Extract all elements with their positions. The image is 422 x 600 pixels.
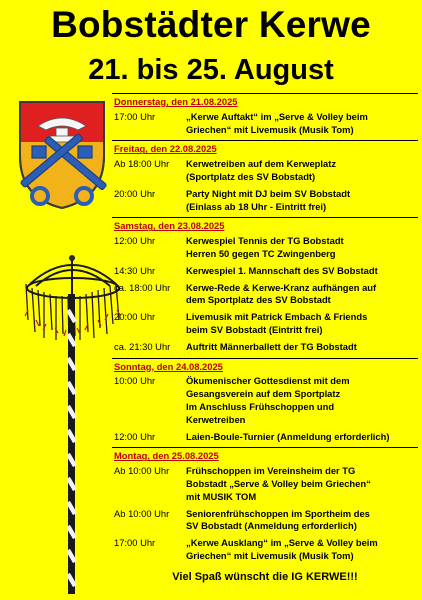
event-row [112, 188, 418, 214]
event-description-line: Im Anschluss Frühschoppen und [186, 400, 335, 412]
spacer [112, 563, 418, 567]
event-description [186, 235, 418, 261]
event-row [112, 465, 418, 503]
event-time: 20:00 Uhr [114, 311, 156, 323]
event-row [112, 158, 418, 184]
event-description [186, 537, 418, 563]
event-description-line: Kerwespiel Tennis der TG Bobstadt [186, 235, 344, 247]
event-time: 17:00 Uhr [114, 537, 156, 549]
event-time: 20:00 Uhr [114, 187, 156, 199]
event-row [112, 375, 418, 426]
event-description [186, 431, 418, 444]
event-row [112, 311, 418, 337]
event-description-line: Griechen“ mit Livemusik (Musik Tom) [186, 123, 354, 135]
day-heading: Freitag, den 22.08.2025 [112, 140, 418, 158]
event-description-line: Kerwespiel 1. Mannschaft des SV Bobstadt [186, 264, 378, 276]
event-description-line: „Kerwe Auftakt“ im „Serve & Volley beim [186, 110, 368, 122]
event-description-line: Bobstadt „Serve & Volley beim Griechen“ [186, 477, 371, 489]
event-description-line: Livemusik mit Patrick Embach & Friends [186, 311, 368, 323]
event-time: ca. 18:00 Uhr [114, 281, 171, 293]
event-time: Ab 18:00 Uhr [114, 158, 170, 170]
footer-greeting: Viel Spaß wünscht die IG KERWE!!! [172, 571, 358, 583]
event-description [186, 265, 418, 278]
event-description-line: Kerwetreiben [186, 413, 246, 425]
event-row [112, 341, 418, 354]
event-time: ca. 21:30 Uhr [114, 340, 171, 352]
event-description [186, 188, 418, 214]
event-description-line: Laien-Boule-Turnier (Anmeldung erforderlich) [186, 430, 390, 442]
event-row [112, 537, 418, 563]
event-row [112, 282, 418, 308]
event-row [112, 235, 418, 261]
event-time: 12:00 Uhr [114, 235, 156, 247]
event-description [186, 158, 418, 184]
day-heading: Sonntag, den 24.08.2025 [112, 358, 418, 376]
event-description [186, 111, 418, 137]
event-row [112, 111, 418, 137]
event-description [186, 341, 418, 354]
event-row [112, 508, 418, 534]
event-description-line: (Einlass ab 18 Uhr - Eintritt frei) [186, 200, 327, 212]
coat-of-arms-icon [16, 98, 108, 210]
event-description [186, 508, 418, 534]
event-description-line: Auftritt Männerballett der TG Bobstadt [186, 340, 357, 352]
event-description-line: SV Bobstadt (Anmeldung erforderlich) [186, 520, 357, 532]
event-description-line: (Sportplatz des SV Bobstadt) [186, 170, 316, 182]
event-time: Ab 10:00 Uhr [114, 507, 170, 519]
event-description [186, 465, 418, 503]
event-description-line: Griechen“ mit Livemusik (Musik Tom) [186, 549, 354, 561]
kerwe-tree-icon [22, 250, 124, 596]
event-time: 17:00 Uhr [114, 110, 156, 122]
event-time: 14:30 Uhr [114, 264, 156, 276]
event-time: 12:00 Uhr [114, 430, 156, 442]
day-heading: Donnerstag, den 21.08.2025 [112, 93, 418, 111]
event-description [186, 282, 418, 308]
event-description-line: beim SV Bobstadt (Eintritt frei) [186, 323, 323, 335]
day-heading: Samstag, den 23.08.2025 [112, 217, 418, 235]
event-description [186, 375, 418, 426]
event-description-line: Gesangsverein auf dem Sportplatz [186, 388, 341, 400]
event-row [112, 265, 418, 278]
event-description-line: Kerwe-Rede & Kerwe-Kranz aufhängen auf [186, 281, 377, 293]
event-description-line: dem Sportplatz des SV Bobstadt [186, 294, 331, 306]
event-description-line: Kerwetreiben auf dem Kerweplatz [186, 158, 337, 170]
event-description-line: Frühschoppen im Vereinsheim der TG [186, 465, 356, 477]
day-heading: Montag, den 25.08.2025 [112, 447, 418, 465]
event-description [186, 311, 418, 337]
event-description-line: Herren 50 gegen TC Zwingenberg [186, 247, 336, 259]
event-description-line: mit MUSIK TOM [186, 490, 257, 502]
event-schedule [112, 93, 418, 567]
page-title: Bobstädter Kerwe [51, 4, 371, 45]
event-time: Ab 10:00 Uhr [114, 465, 170, 477]
event-description-line: Seniorenfrühschoppen im Sportheim des [186, 507, 370, 519]
event-row [112, 431, 418, 444]
date-range: 21. bis 25. August [88, 54, 334, 86]
event-description-line: Ökumenischer Gottesdienst mit dem [186, 375, 350, 387]
event-time: 10:00 Uhr [114, 375, 156, 387]
event-description-line: Party Night mit DJ beim SV Bobstadt [186, 187, 351, 199]
event-description-line: „Kerwe Ausklang“ im „Serve & Volley beim [186, 537, 378, 549]
